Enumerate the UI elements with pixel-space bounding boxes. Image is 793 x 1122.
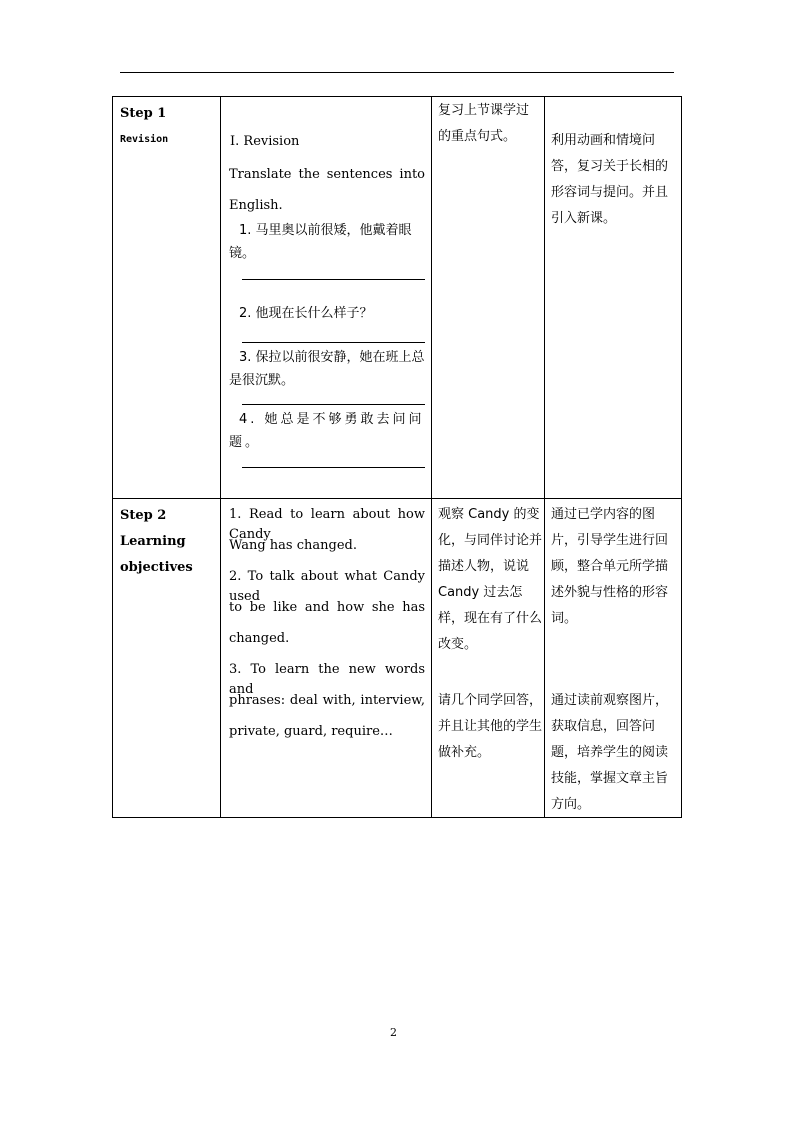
answer-blank[interactable] (242, 467, 425, 468)
step-label: Step 2 (120, 508, 167, 523)
answer-blank[interactable] (242, 404, 425, 405)
table-row-divider (112, 498, 682, 499)
step-label: Step 1 (120, 106, 167, 121)
page-number: 2 (390, 1026, 397, 1039)
objective-line: changed. (229, 631, 290, 646)
header-rule (120, 72, 674, 73)
design-purpose: 通过已学内容的图片，引导学生进行回顾，整合单元所学描述外貌与性格的形容词。 (551, 507, 669, 626)
table-border-top (112, 96, 682, 97)
intro-text: English. (229, 198, 283, 213)
intro-text: Translate the sentences into (229, 167, 425, 182)
lesson-plan-table (112, 96, 682, 818)
section-heading: Ⅰ. Revision (230, 134, 300, 149)
table-border-right (681, 96, 682, 818)
design-purpose: 通过读前观察图片，获取信息，回答问题，培养学生的阅读技能，掌握文章主旨方向。 (551, 693, 669, 812)
objective-line: 2. To talk about what Candy used (229, 569, 425, 604)
answer-blank[interactable] (242, 342, 425, 343)
teacher-student-activity: 观察 Candy 的变化，与同伴讨论并描述人物，说说 Candy 过去怎样，现在有了什么改变。 (438, 507, 543, 652)
objective-line: private, guard, require… (229, 724, 393, 739)
answer-blank[interactable] (242, 279, 425, 280)
table-col-divider (544, 96, 545, 818)
table-col-divider (431, 96, 432, 818)
step-name: objectives (120, 560, 193, 575)
step-name: Learning (120, 534, 186, 549)
step-name: Revision (120, 134, 169, 145)
translation-item: 2. 他现在长什么样子？ (239, 306, 373, 321)
objective-line: to be like and how she has (229, 600, 425, 615)
translation-item: 1. 马里奥以前很矮，他戴着眼镜。 (229, 223, 412, 261)
teacher-student-activity: 复习上节课学过的重点句式。 (438, 103, 530, 144)
objective-line: phrases: deal with, interview, (229, 693, 425, 708)
objective-line: 3. To learn the new words and (229, 662, 425, 697)
translation-item: 3. 保拉以前很安静，她在班上总是很沉默。 (229, 350, 425, 388)
table-border-left (112, 96, 113, 818)
objective-line: 1. Read to learn about how Candy (229, 507, 425, 542)
translation-item: 4. 她总是不够勇敢去问问题。 (229, 412, 425, 450)
design-purpose: 利用动画和情境问答，复习关于长相的形容词与提问。并且引入新课。 (551, 133, 669, 226)
teacher-student-activity: 请几个同学回答，并且让其他的学生做补充。 (438, 693, 543, 760)
table-col-divider (220, 96, 221, 818)
objective-line: Wang has changed. (229, 538, 357, 553)
